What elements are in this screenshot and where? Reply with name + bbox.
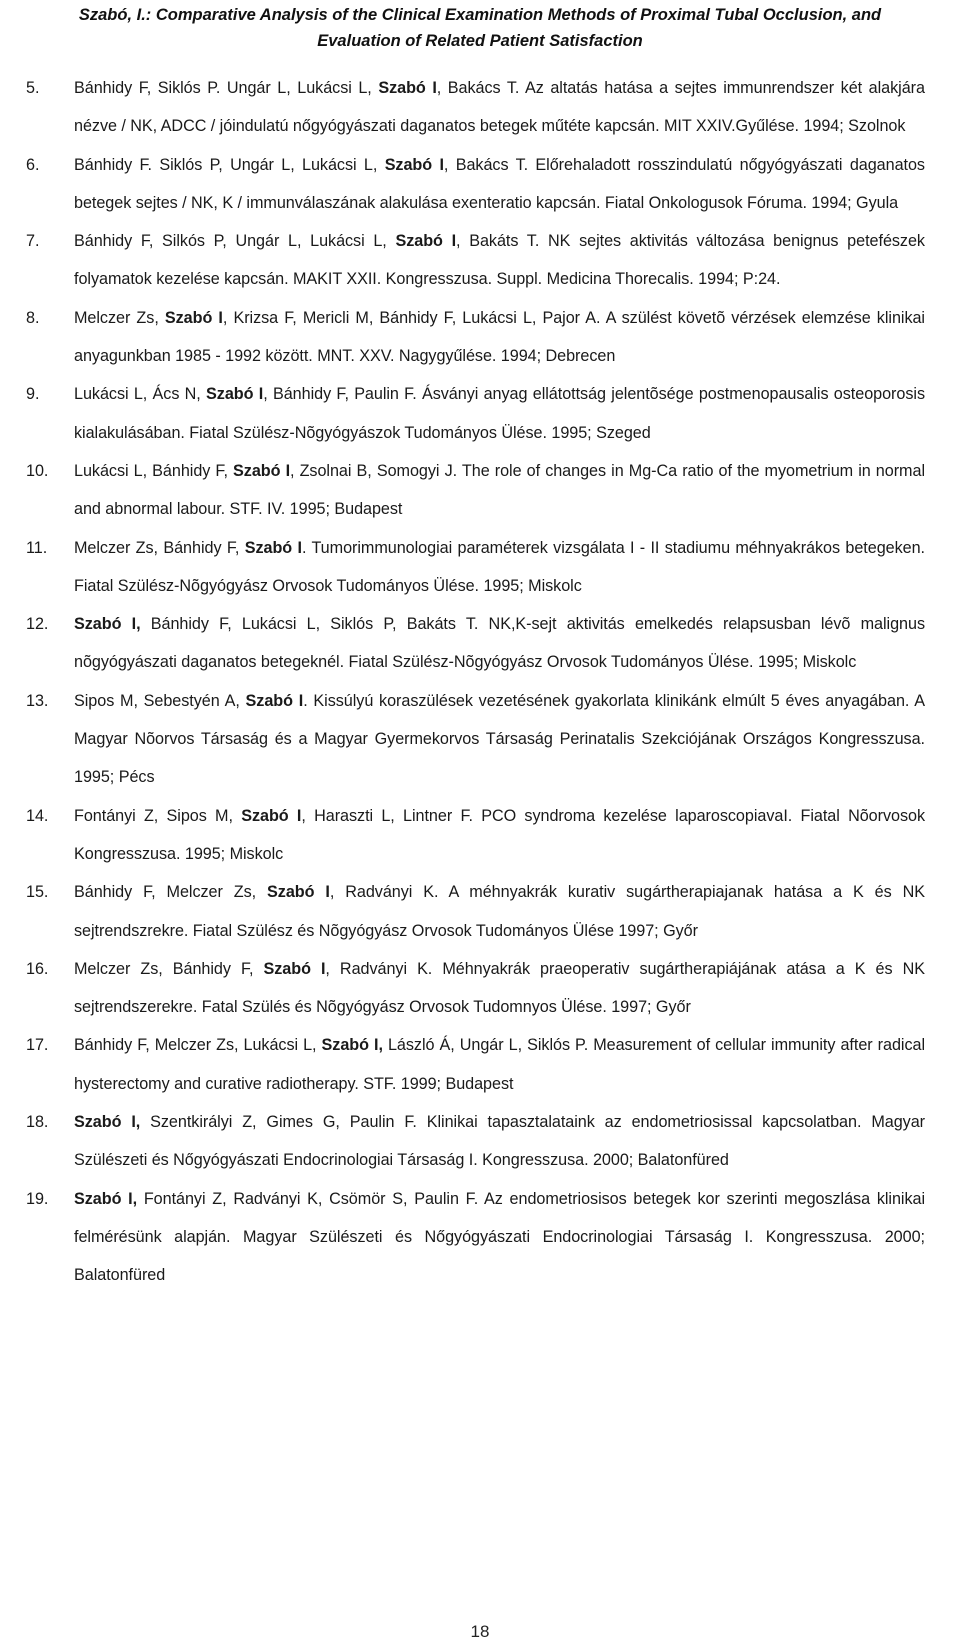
reference-text: , Radványi K. Méhnyakrák praeoperativ sugártherapiájának atása a K és NK sejtrendszerekre. Fatal Szülés és Nõgyógyász Orvosok Tudomnyos Ülése. 1997; Győr bbox=[74, 959, 925, 1017]
running-header-line-1: Szabó, I.: Comparative Analysis of the Clinical Examination Methods of Proximal Tubal Occlusion, and bbox=[78, 6, 882, 24]
reference-number: 14. bbox=[26, 806, 49, 825]
reference-highlighted-author: Szabó I bbox=[384, 155, 444, 174]
reference-number: 12. bbox=[26, 615, 49, 634]
reference-text: , Radványi K. A méhnyakrák kurativ sugártherapiajanak hatása a K és NK sejtrendszrekre. Fiatal Szülész és Nõgyógyász Orvosok Tudományos Ülése 1997; Győr bbox=[74, 883, 925, 940]
reference-item-12 bbox=[0, 605, 960, 682]
reference-highlighted-author: Szabó I, bbox=[321, 1036, 383, 1055]
reference-highlighted-author: Szabó I bbox=[164, 308, 223, 327]
reference-text: Szentkirályi Z, Gimes G, Paulin F. Klinikai tapasztalataink az endometriosissal kapcsolatban. Magyar Szülészeti és Nőgyógyászati Endocrinologiai Társaság I. Kongresszusa. 2000; Balatonfüred bbox=[74, 1113, 925, 1170]
reference-highlighted-author: Szabó I, bbox=[74, 1189, 138, 1208]
reference-authors-before: Sipos M, Sebestyén A, bbox=[74, 691, 246, 710]
reference-list bbox=[0, 69, 960, 1295]
reference-authors-before: Bánhidy F, Silkós P, Ungár L, Lukácsi L, bbox=[74, 232, 396, 251]
reference-number: 8. bbox=[26, 308, 40, 327]
reference-number: 13. bbox=[26, 691, 49, 710]
reference-authors-before: Melczer Zs, Bánhidy F, bbox=[74, 959, 264, 978]
reference-text: László Á, Ungár L, Siklós P. Measurement of cellular immunity after radical hysterectomy and curative radiotherapy. STF. 1999; Budapest bbox=[74, 1036, 925, 1093]
reference-highlighted-author: Szabó I bbox=[395, 232, 457, 251]
reference-authors-before: Bánhidy F. Siklós P, Ungár L, Lukácsi L, bbox=[74, 155, 385, 174]
running-header-line-2: Evaluation of Related Patient Satisfaction bbox=[317, 32, 643, 50]
reference-text: . Tumorimmunologiai paraméterek vizsgálata I - II stadiumu méhnyakrákos betegeken. Fiatal Szülész-Nõgyógyász Orvosok Tudományos Ülése. 1995; Miskolc bbox=[74, 538, 925, 595]
page-number: 18 bbox=[470, 1622, 490, 1641]
reference-number: 5. bbox=[26, 79, 40, 97]
reference-item-10 bbox=[0, 452, 960, 529]
reference-text: , Haraszti L, Lintner F. PCO syndroma kezelése laparoscopiavaI. Fiatal Nõorvosok Kongresszusa. 1995; Miskolc bbox=[74, 806, 925, 863]
reference-highlighted-author: Szabó I bbox=[263, 959, 326, 978]
reference-item-14 bbox=[0, 797, 960, 874]
reference-authors-before: Lukácsi L, Ács N, bbox=[74, 385, 207, 404]
reference-authors-before: Bánhidy F, Siklós P. Ungár L, Lukácsi L, bbox=[74, 79, 379, 97]
reference-number: 10. bbox=[26, 461, 49, 480]
reference-number: 17. bbox=[26, 1036, 49, 1055]
reference-item-7 bbox=[0, 222, 960, 299]
reference-highlighted-author: Szabó I bbox=[244, 538, 302, 557]
reference-text: Bánhidy F, Lukácsi L, Siklós P, Bakáts T. NK,K-sejt aktivitás emelkedés relapsusban lévõ malignus nõgyógyászati daganatos betegeknél. Fiatal Szülész-Nõgyógyász Orvosok Tudományos Ülése. 1995; Miskolc bbox=[74, 615, 925, 672]
reference-number: 15. bbox=[26, 883, 49, 902]
reference-item-15 bbox=[0, 873, 960, 950]
reference-authors-before: Bánhidy F, Melczer Zs, bbox=[74, 883, 268, 902]
reference-highlighted-author: Szabó I bbox=[245, 691, 304, 710]
reference-text: , Bakács T. Előrehaladott rosszindulatú nőgyógyászati daganatos betegek sejtes / NK, K / immunválaszának alakulása exenteratio kapcsán. Fiatal Onkologusok Fóruma. 1994; Gyula bbox=[74, 155, 925, 212]
reference-item-5 bbox=[0, 69, 960, 146]
reference-item-16 bbox=[0, 950, 960, 1027]
reference-text: , Bakáts T. NK sejtes aktivitás változása benignus petefészek folyamatok kezelése kapcsán. MAKIT XXII. Kongresszusa. Suppl. Medicina Thorecalis. 1994; P:24. bbox=[74, 232, 925, 289]
reference-highlighted-author: Szabó I, bbox=[74, 1113, 141, 1132]
reference-text: Fontányi Z, Radványi K, Csömör S, Paulin F. Az endometriosisos betegek kor szerinti megoszlása klinikai felmérésünk alapján. Magyar Szülészeti és Nőgyógyászati Endocrinologiai Társaság I. Kongresszusa. 2000; Balatonfüred bbox=[74, 1189, 925, 1285]
reference-authors-before: Lukácsi L, Bánhidy F, bbox=[74, 461, 234, 480]
reference-number: 6. bbox=[26, 155, 40, 174]
reference-item-19 bbox=[0, 1180, 960, 1295]
reference-authors-before: Melczer Zs, bbox=[74, 308, 165, 327]
reference-highlighted-author: Szabó I bbox=[206, 385, 264, 404]
reference-text: , Krizsa F, Mericli M, Bánhidy F, Lukácsi L, Pajor A. A szülést követõ vérzések elemzése klinikai anyagunkban 1985 - 1992 között. MNT. XXV. Nagygyűlése. 1994; Debrecen bbox=[74, 308, 925, 366]
reference-number: 19. bbox=[26, 1189, 49, 1208]
reference-number: 18. bbox=[26, 1113, 49, 1132]
reference-item-8 bbox=[0, 299, 960, 376]
reference-authors-before: Bánhidy F, Melczer Zs, Lukácsi L, bbox=[74, 1036, 322, 1055]
reference-highlighted-author: Szabó I, bbox=[74, 615, 141, 634]
reference-number: 11. bbox=[26, 538, 48, 557]
reference-text: . Kissúlyú koraszülések vezetésének gyakorlata klinikánk elmúlt 5 éves anyagában. A Magyar Nõorvos Társaság és a Magyar Gyermekorvos Társaság Perinatalis Szekciójának Országos Kongresszusa. 1995; Pécs bbox=[74, 691, 925, 787]
reference-authors-before: Fontányi Z, Sipos M, bbox=[74, 806, 242, 825]
reference-item-9 bbox=[0, 375, 960, 452]
running-header bbox=[0, 2, 960, 54]
reference-highlighted-author: Szabó I bbox=[233, 461, 291, 480]
reference-item-13 bbox=[0, 682, 960, 797]
reference-number: 9. bbox=[26, 385, 40, 404]
reference-text: , Bánhidy F, Paulin F. Ásványi anyag ellátottság jelentõsége postmenopausalis osteoporosis kialakulásában. Fiatal Szülész-Nõgyógyászok Tudományos Ülése. 1995; Szeged bbox=[74, 385, 925, 442]
reference-item-18 bbox=[0, 1103, 960, 1180]
reference-text: , Zsolnai B, Somogyi J. The role of changes in Mg-Ca ratio of the myometrium in normal and abnormal labour. STF. IV. 1995; Budapest bbox=[74, 461, 925, 519]
reference-item-11 bbox=[0, 529, 960, 606]
reference-authors-before: Melczer Zs, Bánhidy F, bbox=[74, 538, 245, 557]
reference-highlighted-author: Szabó I bbox=[378, 79, 437, 97]
reference-highlighted-author: Szabó I bbox=[241, 806, 302, 825]
reference-number: 7. bbox=[26, 232, 40, 251]
reference-number: 16. bbox=[26, 959, 49, 978]
reference-item-17 bbox=[0, 1026, 960, 1103]
reference-item-6 bbox=[0, 146, 960, 223]
reference-text: , Bakács T. Az altatás hatása a sejtes immunrendszer két alakjára nézve / NK, ADCC / jóindulatú nőgyógyászati daganatos betegek műtéte kapcsán. MIT XXIV.Gyűlése. 1994; Szolnok bbox=[74, 79, 925, 136]
reference-highlighted-author: Szabó I bbox=[267, 883, 330, 902]
